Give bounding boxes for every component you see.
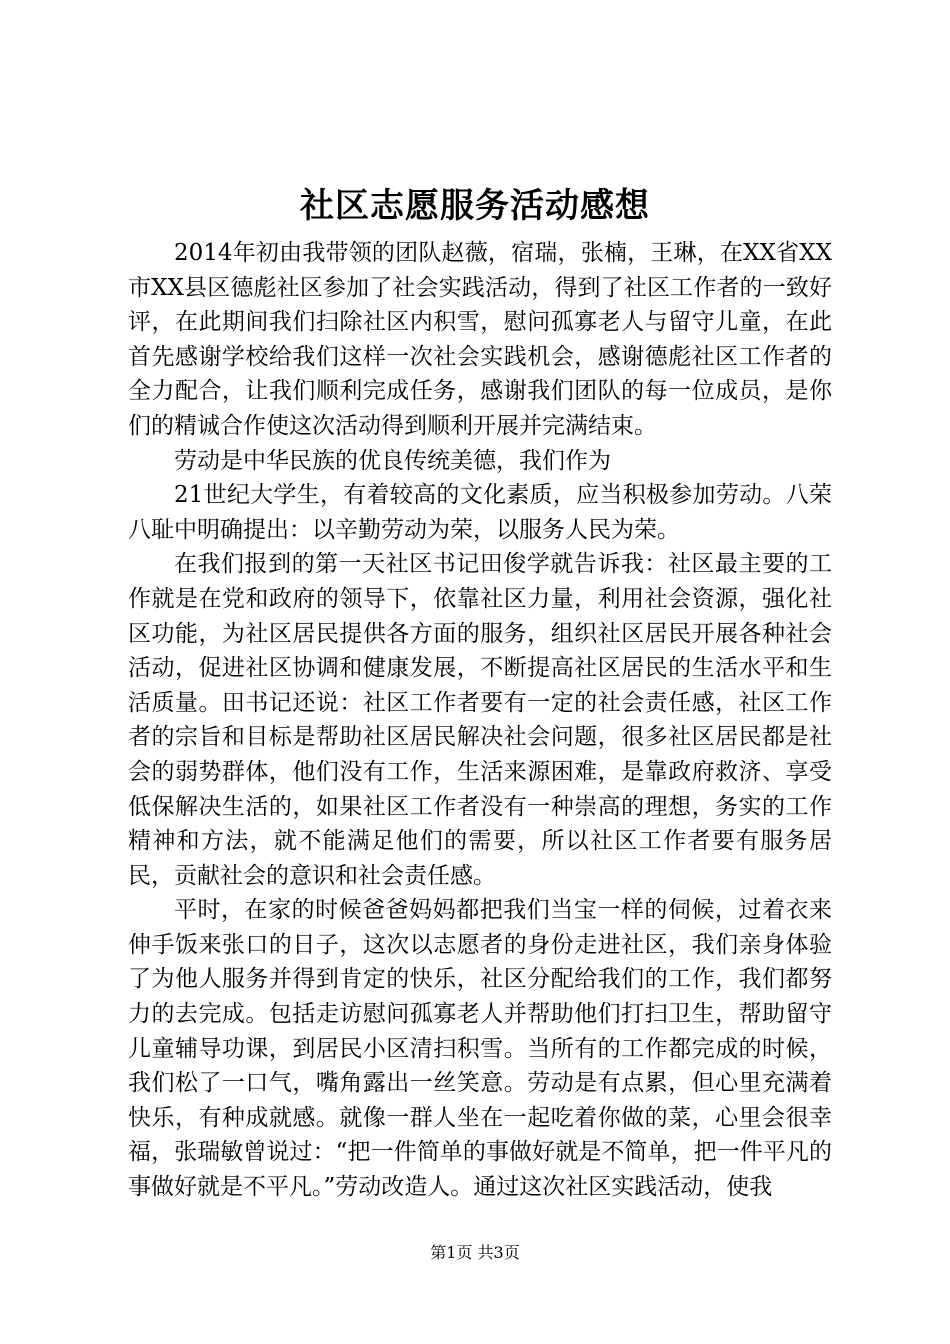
page-number-footer: 第1页 共3页: [430, 1243, 520, 1262]
paragraph-4: 在我们报到的第一天社区书记田俊学就告诉我：社区最主要的工作就是在党和政府的领导下，依靠社区力量，利用社会资源，强化社区功能，为社区居民提供各方面的服务，组织社区居民开展各种社会活动，促进社区协调和健康发展，不断提高社区居民的生活水平和生活质量。田书记还说：社区工作者要有一定的社会责任感，社区工作者的宗旨和目标是帮助社区居民解决社会问题，很多社区居民都是社会的弱势群体，他们没有工作，生活来源困难，是靠政府救济、享受低保解决生活的，如果社区工作者没有一种崇高的理想，务实的工作精神和方法，就不能满足他们的需要，所以社区工作者要有服务居民，贡献社会的意识和社会责任感。: [128, 551, 832, 889]
paragraph-1: 2014年初由我带领的团队赵薇，宿瑞，张楠，王琳，在XX省XX市XX县区德彪社区参加了社会实践活动，得到了社区工作者的一致好评，在此期间我们扫除社区内积雪，慰问孤寡老人与留守儿童，在此首先感谢学校给我们这样一次社会实践机会，感谢德彪社区工作者的全力配合，让我们顺利完成任务，感谢我们团队的每一位成员，是你们的精诚合作使这次活动得到顺利开展并完满结束。: [128, 240, 832, 439]
document-body: [128, 236, 832, 1205]
paragraph-3: 21世纪大学生，有着较高的文化素质，应当积极参加劳动。八荣八耻中明确提出：以辛勤劳动为荣，以服务人民为荣。: [128, 482, 832, 543]
document-title: 社区志愿服务活动感想: [300, 186, 650, 226]
paragraph-2: 劳动是中华民族的优良传统美德，我们作为: [174, 447, 611, 474]
paragraph-5: 平时，在家的时候爸爸妈妈都把我们当宝一样的伺候，过着衣来伸手饭来张口的日子，这次以志愿者的身份走进社区，我们亲身体验了为他人服务并得到肯定的快乐，社区分配给我们的工作，我们都努力的去完成。包括走访慰问孤寡老人并帮助他们打扫卫生，帮助留守儿童辅导功课，到居民小区清扫积雪。当所有的工作都完成的时候，我们松了一口气，嘴角露出一丝笑意。劳动是有点累，但心里充满着快乐，有种成就感。就像一群人坐在一起吃着你做的菜，心里会很幸福，张瑞敏曾说过：“把一件简单的事做好就是不简单，把一件平凡的事做好就是不平凡。”劳动改造人。通过这次社区实践活动，使我: [128, 897, 832, 1201]
